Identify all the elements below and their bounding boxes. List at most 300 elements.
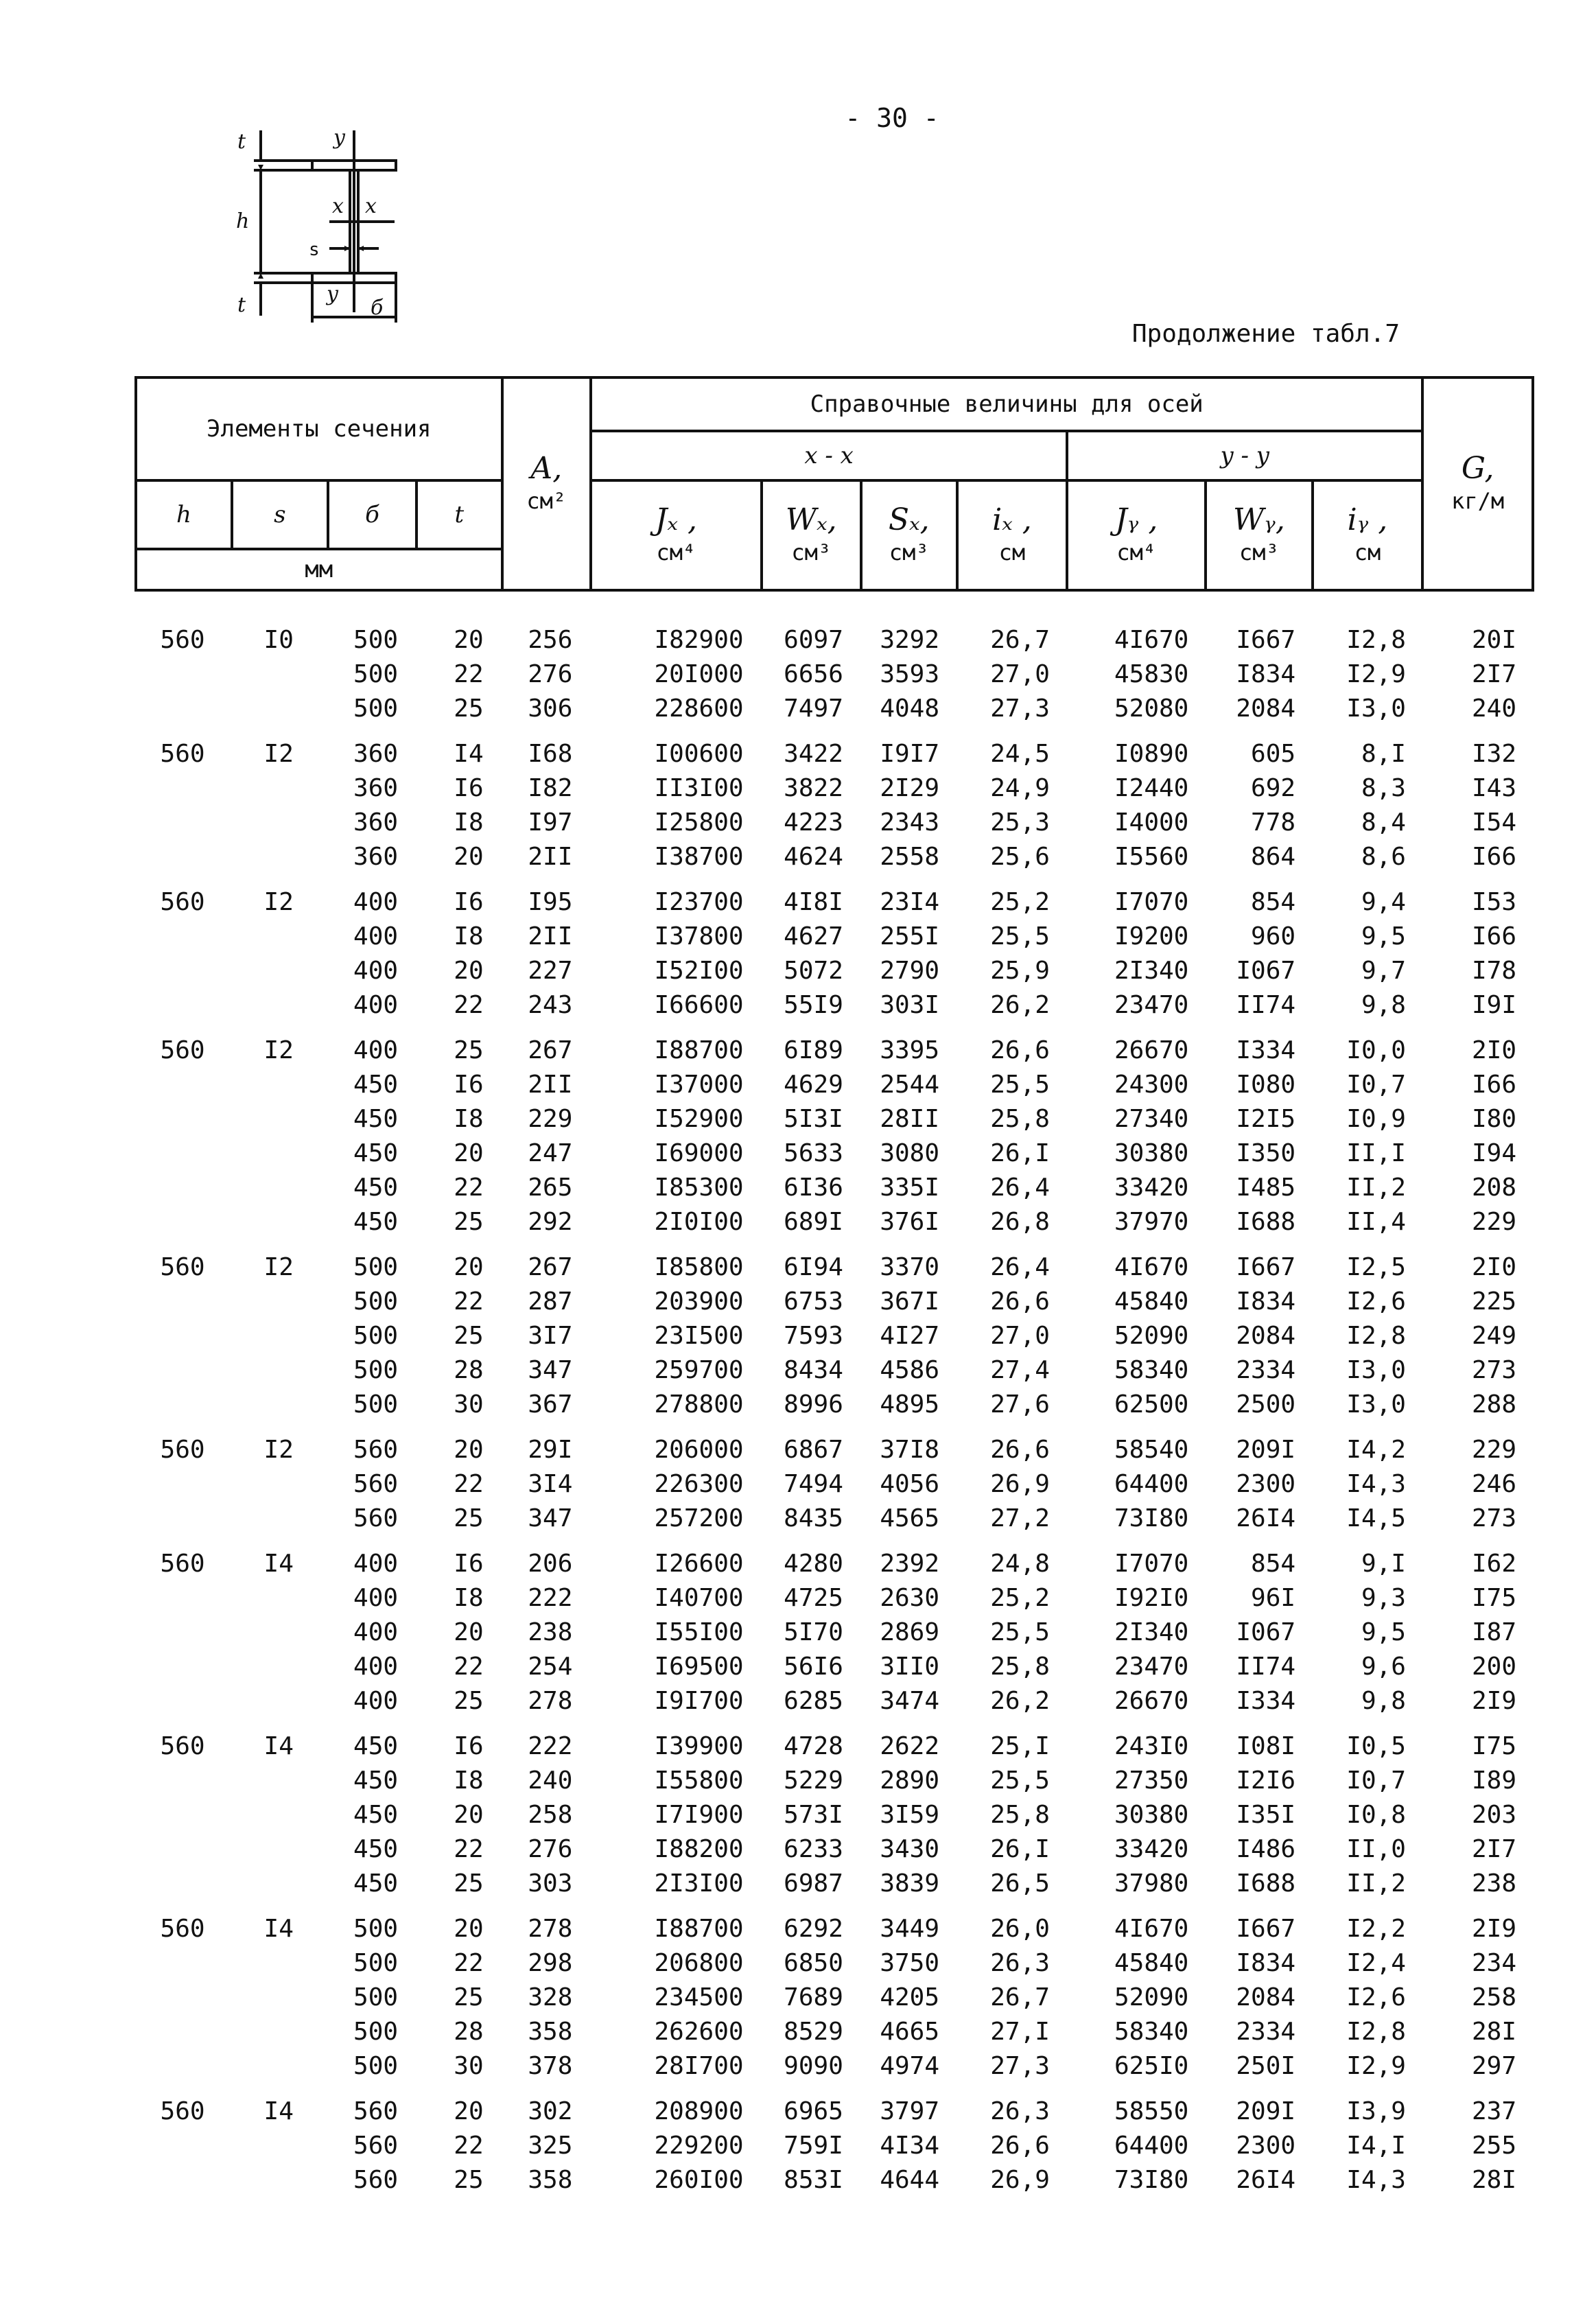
cell-weight: 200 (1471, 1653, 1516, 1681)
cell-s (231, 840, 327, 874)
table-row (134, 1502, 1534, 1536)
cell-jx: I88700 (654, 1915, 744, 1943)
cell-s (231, 1353, 327, 1388)
cell-iy: I0,9 (1346, 1105, 1406, 1133)
cell-h: 560 (160, 888, 205, 916)
cell-weight: I54 (1471, 808, 1516, 837)
header-mm-unit: мм (136, 549, 502, 590)
cell-weight: 2I9 (1471, 1915, 1516, 1943)
cell-jx: I00600 (654, 740, 744, 768)
cell-h: 560 (160, 1253, 205, 1281)
cell-wy: 605 (1251, 740, 1296, 768)
header-jx: Jₓ , см⁴ (591, 480, 762, 590)
cell-wy: 854 (1251, 888, 1296, 916)
cell-t: I6 (454, 1071, 484, 1099)
cell-b: 450 (353, 1869, 399, 1898)
cell-jx: 28I700 (654, 2052, 744, 2080)
cell-area: 229 (528, 1105, 573, 1133)
cell-wy: I334 (1236, 1687, 1296, 1715)
table-row (134, 726, 1534, 771)
cell-iy: 8,3 (1361, 774, 1406, 802)
cell-iy: I0,7 (1346, 1766, 1406, 1795)
table-row (134, 771, 1534, 806)
cell-t: 20 (454, 1618, 484, 1646)
cell-wy: I688 (1236, 1869, 1296, 1898)
cell-h (134, 1616, 231, 1650)
cell-jy: 2I340 (1114, 957, 1189, 985)
cell-area: I68 (528, 740, 573, 768)
table-row (134, 840, 1534, 874)
cell-wy: 26I4 (1236, 2166, 1296, 2194)
cell-ix: 25,9 (990, 957, 1050, 985)
cell-weight: 273 (1471, 1356, 1516, 1384)
cell-wy: I2I5 (1236, 1105, 1296, 1133)
cell-sx: 3430 (880, 1835, 940, 1863)
cell-jy: 2I340 (1114, 1618, 1189, 1646)
cell-sx: 4565 (880, 1504, 940, 1532)
cell-wy: I667 (1236, 1915, 1296, 1943)
cell-area: 302 (528, 2097, 573, 2125)
cell-area: 256 (528, 626, 573, 654)
cell-ix: 26,8 (990, 1208, 1050, 1236)
cell-t: I6 (454, 888, 484, 916)
cell-t: 22 (454, 1835, 484, 1863)
cell-ix: 25,5 (990, 1766, 1050, 1795)
cell-wx: 3822 (784, 774, 843, 802)
cell-iy: I3,0 (1346, 1356, 1406, 1384)
cell-b: 560 (353, 2132, 399, 2160)
cell-jx: I52900 (654, 1105, 744, 1133)
page-number: - 30 - (845, 103, 939, 133)
cell-wy: II74 (1236, 1653, 1296, 1681)
cell-s (231, 771, 327, 806)
cell-jy: I2440 (1114, 774, 1189, 802)
cell-h (134, 1946, 231, 1981)
cell-t: 20 (454, 1253, 484, 1281)
cell-ix: 25,2 (990, 1584, 1050, 1612)
cell-s (231, 1502, 327, 1536)
cell-sx: 2I29 (880, 774, 940, 802)
cell-weight: I62 (1471, 1550, 1516, 1578)
cell-weight: 258 (1471, 1983, 1516, 2011)
cell-ix: 25,8 (990, 1801, 1050, 1829)
cell-wx: 6097 (784, 626, 843, 654)
cell-wx: 5229 (784, 1766, 843, 1795)
data-table (134, 623, 1534, 2197)
cell-jy: 33420 (1114, 1174, 1189, 1202)
table-row (134, 1536, 1534, 1581)
table-row (134, 1832, 1534, 1867)
cell-jy: I7070 (1114, 1550, 1189, 1578)
cell-weight: 249 (1471, 1322, 1516, 1350)
cell-s: I4 (263, 1550, 294, 1578)
cell-jx: I37000 (654, 1071, 744, 1099)
cell-iy: 9,5 (1361, 922, 1406, 950)
cell-sx: 23I4 (880, 888, 940, 916)
cell-iy: I2,6 (1346, 1287, 1406, 1316)
cell-h (134, 1285, 231, 1319)
cell-weight: I66 (1471, 1071, 1516, 1099)
cell-t: 25 (454, 2166, 484, 2194)
cell-b: 400 (353, 991, 399, 1019)
cell-h: 560 (160, 626, 205, 654)
cell-iy: I4,I (1346, 2132, 1406, 2160)
cell-s (231, 1068, 327, 1102)
cell-h (134, 1502, 231, 1536)
cell-jx: II3I00 (654, 774, 744, 802)
cell-wx: 6292 (784, 1915, 843, 1943)
cell-iy: II,0 (1346, 1835, 1406, 1863)
cell-wx: 5633 (784, 1139, 843, 1167)
cell-jy: 73I80 (1114, 1504, 1189, 1532)
cell-jx: I85300 (654, 1174, 744, 1202)
cell-weight: I89 (1471, 1766, 1516, 1795)
cell-wy: I667 (1236, 626, 1296, 654)
cell-s: I4 (263, 1915, 294, 1943)
cell-t: 20 (454, 1801, 484, 1829)
header-wx: Wₓ, см³ (762, 480, 861, 590)
cell-b: 400 (353, 957, 399, 985)
cell-jy: 4I670 (1114, 1915, 1189, 1943)
cell-jy: 62500 (1114, 1390, 1189, 1419)
table-row (134, 1388, 1534, 1422)
cell-b: 400 (353, 1687, 399, 1715)
cell-area: 267 (528, 1253, 573, 1281)
cell-iy: I0,5 (1346, 1732, 1406, 1760)
table-row (134, 1718, 1534, 1764)
cell-sx: 3839 (880, 1869, 940, 1898)
cell-iy: 9,4 (1361, 888, 1406, 916)
header-ix: iₓ , см (957, 480, 1068, 590)
cell-jx: 226300 (654, 1470, 744, 1498)
cell-sx: 3370 (880, 1253, 940, 1281)
cell-wx: 55I9 (784, 991, 843, 1019)
cell-ix: 27,0 (990, 660, 1050, 688)
cell-t: 25 (454, 1322, 484, 1350)
cell-ix: 27,6 (990, 1390, 1050, 1419)
cell-s (231, 2015, 327, 2049)
cell-sx: 4I27 (880, 1322, 940, 1350)
cell-wx: 6867 (784, 1436, 843, 1464)
cell-ix: 27,I (990, 2018, 1050, 2046)
cell-wx: 4728 (784, 1732, 843, 1760)
cell-area: I97 (528, 808, 573, 837)
table-row (134, 1023, 1534, 1068)
cell-area: 303 (528, 1869, 573, 1898)
cell-h: 560 (160, 1436, 205, 1464)
table-row (134, 692, 1534, 726)
cell-t: 22 (454, 1949, 484, 1977)
table-row (134, 806, 1534, 840)
cell-jx: 259700 (654, 1356, 744, 1384)
cell-area: 222 (528, 1584, 573, 1612)
cell-wy: 778 (1251, 808, 1296, 837)
cell-jy: 23470 (1114, 991, 1189, 1019)
cell-s (231, 692, 327, 726)
cell-wy: 2500 (1236, 1390, 1296, 1419)
cell-jy: 26670 (1114, 1036, 1189, 1064)
cell-t: I6 (454, 774, 484, 802)
cell-ix: 25,5 (990, 1618, 1050, 1646)
cell-sx: 4048 (880, 695, 940, 723)
cell-jy: 58340 (1114, 2018, 1189, 2046)
cell-iy: I3,9 (1346, 2097, 1406, 2125)
cell-wx: 7497 (784, 695, 843, 723)
cell-s (231, 1798, 327, 1832)
cell-wx: 6I89 (784, 1036, 843, 1064)
cell-area: 243 (528, 991, 573, 1019)
cell-jy: 27340 (1114, 1105, 1189, 1133)
header-sx: Sₓ, см³ (861, 480, 957, 590)
cell-s (231, 1867, 327, 1901)
cell-wx: 5I70 (784, 1618, 843, 1646)
cell-t: I8 (454, 1584, 484, 1612)
cell-wx: 7494 (784, 1470, 843, 1498)
cell-area: 2II (528, 843, 573, 871)
cell-s (231, 2049, 327, 2084)
cell-jy: 64400 (1114, 2132, 1189, 2160)
cell-iy: 9,I (1361, 1550, 1406, 1578)
header-jy: Jᵧ , см⁴ (1067, 480, 1206, 590)
cell-area: 292 (528, 1208, 573, 1236)
cell-weight: 237 (1471, 2097, 1516, 2125)
cell-iy: 9,5 (1361, 1618, 1406, 1646)
cell-s: I4 (263, 1732, 294, 1760)
cell-iy: I2,8 (1346, 626, 1406, 654)
cell-t: 28 (454, 1356, 484, 1384)
table-row (134, 1285, 1534, 1319)
cell-t: 25 (454, 1208, 484, 1236)
cell-area: 358 (528, 2166, 573, 2194)
cell-wx: 759I (784, 2132, 843, 2160)
cell-s (231, 1684, 327, 1718)
cell-ix: 27,4 (990, 1356, 1050, 1384)
cell-wx: 4223 (784, 808, 843, 837)
cell-iy: I2,8 (1346, 1322, 1406, 1350)
cell-sx: 28II (880, 1105, 940, 1133)
diagram-label-x-left: x (332, 194, 344, 218)
cell-iy: I2,4 (1346, 1949, 1406, 1977)
cell-wx: 8529 (784, 2018, 843, 2046)
cell-b: 360 (353, 808, 399, 837)
cell-b: 360 (353, 774, 399, 802)
cell-ix: 25,8 (990, 1105, 1050, 1133)
cell-iy: I4,2 (1346, 1436, 1406, 1464)
cell-sx: 4895 (880, 1390, 940, 1419)
cell-sx: 2343 (880, 808, 940, 837)
cell-weight: 2I7 (1471, 660, 1516, 688)
cell-area: 276 (528, 1835, 573, 1863)
cell-ix: 24,5 (990, 740, 1050, 768)
cell-h (134, 1798, 231, 1832)
table-continuation-caption: Продолжение табл.7 (1131, 320, 1400, 348)
table-row (134, 1102, 1534, 1136)
cell-t: 22 (454, 2132, 484, 2160)
cell-ix: 27,2 (990, 1504, 1050, 1532)
table-row (134, 1171, 1534, 1205)
cell-jy: I5560 (1114, 843, 1189, 871)
cell-jx: 262600 (654, 2018, 744, 2046)
cell-h (134, 1581, 231, 1616)
cell-wx: 4627 (784, 922, 843, 950)
cell-s (231, 1650, 327, 1684)
cell-b: 450 (353, 1139, 399, 1167)
cell-b: 500 (353, 2018, 399, 2046)
cell-jy: 58550 (1114, 2097, 1189, 2125)
cell-jx: 206800 (654, 1949, 744, 1977)
cell-wx: 6965 (784, 2097, 843, 2125)
cell-area: 347 (528, 1356, 573, 1384)
cell-jy: 58340 (1114, 1356, 1189, 1384)
cell-t: 25 (454, 695, 484, 723)
cell-sx: 4205 (880, 1983, 940, 2011)
cell-wx: 6850 (784, 1949, 843, 1977)
cell-ix: 25,8 (990, 1653, 1050, 1681)
cell-sx: 3080 (880, 1139, 940, 1167)
cell-sx: 4665 (880, 2018, 940, 2046)
cell-wx: 4I8I (784, 888, 843, 916)
cell-ix: 25,2 (990, 888, 1050, 916)
cell-area: 306 (528, 695, 573, 723)
table-row (134, 1616, 1534, 1650)
cell-b: 450 (353, 1732, 399, 1760)
cell-wx: 8435 (784, 1504, 843, 1532)
cell-h (134, 1467, 231, 1502)
cell-area: 29I (528, 1436, 573, 1464)
cell-jy: 243I0 (1114, 1732, 1189, 1760)
cell-s (231, 2129, 327, 2163)
cell-h (134, 806, 231, 840)
cell-b: 360 (353, 740, 399, 768)
cell-b: 500 (353, 1253, 399, 1281)
table-row (134, 2084, 1534, 2129)
cell-jy: 64400 (1114, 1470, 1189, 1498)
cell-ix: 26,3 (990, 1949, 1050, 1977)
cell-b: 500 (353, 1949, 399, 1977)
cell-iy: 8,4 (1361, 808, 1406, 837)
cell-wy: 26I4 (1236, 1504, 1296, 1532)
cell-b: 400 (353, 1036, 399, 1064)
cell-wx: 4725 (784, 1584, 843, 1612)
cell-h (134, 771, 231, 806)
cell-sx: 367I (880, 1287, 940, 1316)
cell-b: 450 (353, 1071, 399, 1099)
cell-ix: 26,7 (990, 626, 1050, 654)
cell-h (134, 954, 231, 988)
cell-area: 240 (528, 1766, 573, 1795)
diagram-label-x-right: x (365, 194, 377, 218)
cell-weight: 246 (1471, 1470, 1516, 1498)
cell-area: 287 (528, 1287, 573, 1316)
cell-h (134, 988, 231, 1023)
cell-b: 400 (353, 922, 399, 950)
cell-jx: 257200 (654, 1504, 744, 1532)
cell-area: 378 (528, 2052, 573, 2080)
cell-jx: I82900 (654, 626, 744, 654)
cell-sx: 376I (880, 1208, 940, 1236)
cell-wx: 573I (784, 1801, 843, 1829)
cell-jy: 37980 (1114, 1869, 1189, 1898)
cell-s (231, 806, 327, 840)
cell-ix: 26,9 (990, 1470, 1050, 1498)
cell-wy: 864 (1251, 843, 1296, 871)
cell-jy: 27350 (1114, 1766, 1189, 1795)
cell-s (231, 1205, 327, 1239)
cell-weight: 297 (1471, 2052, 1516, 2080)
cell-ix: 26,3 (990, 2097, 1050, 2125)
cell-h (134, 692, 231, 726)
header-h: h (136, 480, 232, 550)
cell-wy: 2084 (1236, 695, 1296, 723)
cell-jx: 2I0I00 (654, 1208, 744, 1236)
cell-t: I6 (454, 1732, 484, 1760)
table-row (134, 1467, 1534, 1502)
cell-area: I95 (528, 888, 573, 916)
cell-jx: 206000 (654, 1436, 744, 1464)
diagram-label-b: б (371, 296, 384, 320)
cell-jx: 203900 (654, 1287, 744, 1316)
cell-wx: 5I3I (784, 1105, 843, 1133)
cell-b: 450 (353, 1835, 399, 1863)
cell-wx: 6I94 (784, 1253, 843, 1281)
cell-sx: 303I (880, 991, 940, 1019)
cell-ix: 26,6 (990, 1436, 1050, 1464)
cell-jy: 37970 (1114, 1208, 1189, 1236)
table-row (134, 1901, 1534, 1946)
cell-t: 22 (454, 660, 484, 688)
cell-area: 2II (528, 1071, 573, 1099)
cell-wy: 2334 (1236, 2018, 1296, 2046)
cell-sx: 3I59 (880, 1801, 940, 1829)
cell-ix: 24,9 (990, 774, 1050, 802)
cell-h: 560 (160, 2097, 205, 2125)
cell-jy: 625I0 (1114, 2052, 1189, 2080)
cell-h (134, 1136, 231, 1171)
cell-sx: 3750 (880, 1949, 940, 1977)
cell-t: 20 (454, 1915, 484, 1943)
cell-iy: II,I (1346, 1139, 1406, 1167)
table-row (134, 1422, 1534, 1467)
cell-jx: I55I00 (654, 1618, 744, 1646)
cell-jy: I92I0 (1114, 1584, 1189, 1612)
cell-b: 360 (353, 843, 399, 871)
cell-weight: 2I7 (1471, 1835, 1516, 1863)
cell-t: I8 (454, 922, 484, 950)
cell-ix: 27,0 (990, 1322, 1050, 1350)
cell-area: 265 (528, 1174, 573, 1202)
cell-wy: 2300 (1236, 2132, 1296, 2160)
cell-h: 560 (160, 1732, 205, 1760)
cell-s (231, 988, 327, 1023)
cell-wx: 56I6 (784, 1653, 843, 1681)
cell-b: 450 (353, 1766, 399, 1795)
cell-t: 28 (454, 2018, 484, 2046)
cell-iy: 8,I (1361, 740, 1406, 768)
diagram-label-y-top: y (333, 126, 345, 150)
cell-sx: 4586 (880, 1356, 940, 1384)
cell-wx: 6I36 (784, 1174, 843, 1202)
header-b: б (328, 480, 417, 550)
cell-t: I8 (454, 1766, 484, 1795)
cell-sx: 3593 (880, 660, 940, 688)
cell-weight: 2I0 (1471, 1253, 1516, 1281)
table-row (134, 1684, 1534, 1718)
header-weight: G, кг/м (1422, 377, 1533, 590)
cell-h (134, 1171, 231, 1205)
cell-sx: 2890 (880, 1766, 940, 1795)
cell-weight: 229 (1471, 1208, 1516, 1236)
cell-jy: I4000 (1114, 808, 1189, 837)
